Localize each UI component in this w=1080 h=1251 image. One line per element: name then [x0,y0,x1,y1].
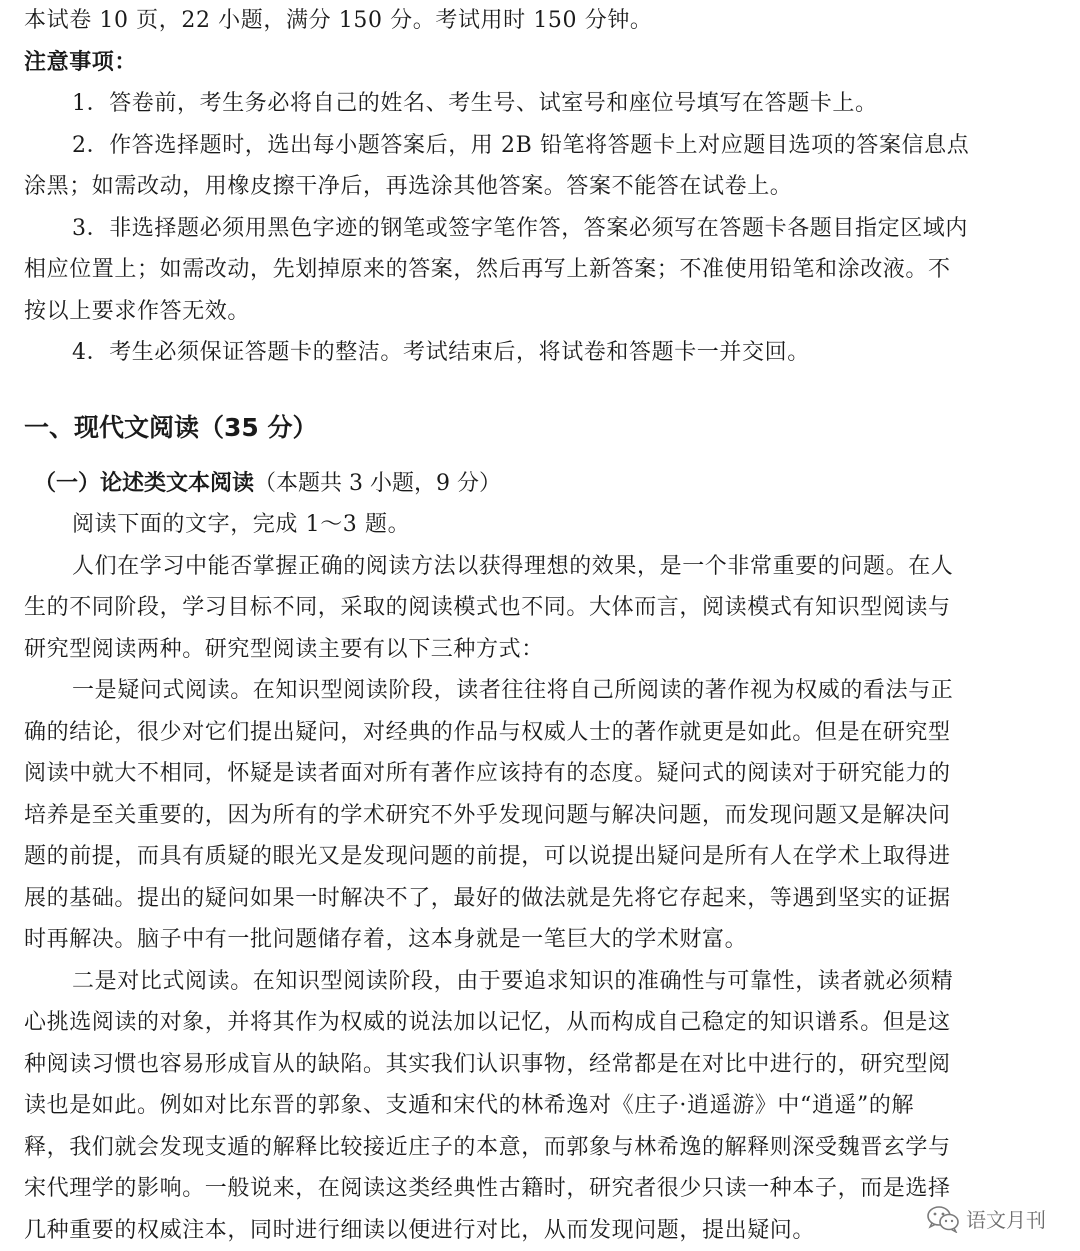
passage-line: 读也是如此。例如对比东晋的郭象、支遁和宋代的林希逸对《庄子·逍遥游》中“逍遥”的解 [24,1085,1064,1127]
passage-line: 生的不同阶段，学习目标不同，采取的阅读模式也不同。大体而言，阅读模式有知识型阅读与 [24,587,1064,629]
passage-line: 培养是至关重要的，因为所有的学术研究不外乎发现问题与解决问题，而发现问题又是解决问 [24,795,1064,837]
watermark-text: 语文月刊 [966,1204,1046,1233]
notice-title: 注意事项： [24,42,1064,84]
passage-paragraph [24,670,1064,961]
passage-line: 阅读中就大不相同，怀疑是读者面对所有著作应该持有的态度。疑问式的阅读对于研究能力的 [24,753,1064,795]
subsection-info: （本题共 3 小题，9 分） [254,471,501,496]
passage-line: 研究型阅读两种。研究型阅读主要有以下三种方式： [24,629,1064,671]
notice-item-line: 按以上要求作答无效。 [24,291,1064,333]
wechat-icon [926,1205,960,1233]
passage-line: 展的基础。提出的疑问如果一时解决不了，最好的做法就是先将它存起来，等遇到坚实的证据 [24,878,1064,920]
notice-item-line: 4．考生必须保证答题卡的整洁。考试结束后，将试卷和答题卡一并交回。 [24,332,1064,374]
notice-list [24,83,1064,374]
notice-item [24,332,1064,374]
passage-line: 几种重要的权威注本，同时进行细读以便进行对比，从而发现问题，提出疑问。 [24,1210,1064,1251]
watermark [926,1204,1046,1233]
notice-item-line: 相应位置上；如需改动，先划掉原来的答案，然后再写上新答案；不准使用铅笔和涂改液。不 [24,249,1064,291]
section-title: 一、现代文阅读（35 分） [24,408,1064,448]
notice-item-line: 2．作答选择题时，选出每小题答案后，用 2B 铅笔将答题卡上对应题目选项的答案信息点 [24,125,1064,167]
passage [24,546,1064,1251]
passage-line: 心挑选阅读的对象，并将其作为权威的说法加以记忆，从而构成自己稳定的知识谱系。但是这 [24,1002,1064,1044]
passage-paragraph [24,546,1064,671]
notice-item [24,208,1064,333]
exam-info: 本试卷 10 页，22 小题，满分 150 分。考试用时 150 分钟。 [24,0,1064,42]
subsection-title: （一）论述类文本阅读 [34,471,254,496]
passage-line: 二是对比式阅读。在知识型阅读阶段，由于要追求知识的准确性与可靠性，读者就必须精 [24,961,1064,1003]
notice-item [24,83,1064,125]
notice-item-line: 涂黑；如需改动，用橡皮擦干净后，再选涂其他答案。答案不能答在试卷上。 [24,166,1064,208]
passage-line: 人们在学习中能否掌握正确的阅读方法以获得理想的效果，是一个非常重要的问题。在人 [24,546,1064,588]
passage-paragraph [24,961,1064,1251]
notice-item [24,125,1064,208]
passage-line: 宋代理学的影响。一般说来，在阅读这类经典性古籍时，研究者很少只读一种本子，而是选择 [24,1168,1064,1210]
subsection-heading [24,463,1064,505]
passage-line: 题的前提，而具有质疑的眼光又是发现问题的前提，可以说提出疑问是所有人在学术上取得进 [24,836,1064,878]
passage-line: 一是疑问式阅读。在知识型阅读阶段，读者往往将自己所阅读的著作视为权威的看法与正 [24,670,1064,712]
passage-line: 释，我们就会发现支遁的解释比较接近庄子的本意，而郭象与林希逸的解释则深受魏晋玄学与 [24,1127,1064,1169]
notice-item-line: 3．非选择题必须用黑色字迹的钢笔或签字笔作答，答案必须写在答题卡各题目指定区域内 [24,208,1064,250]
passage-line: 时再解决。脑子中有一批问题储存着，这本身就是一笔巨大的学术财富。 [24,919,1064,961]
reading-instruction: 阅读下面的文字，完成 1～3 题。 [24,504,1064,546]
notice-item-line: 1．答卷前，考生务必将自己的姓名、考生号、试室号和座位号填写在答题卡上。 [24,83,1064,125]
exam-page [24,0,1064,1251]
passage-line: 确的结论，很少对它们提出疑问，对经典的作品与权威人士的著作就更是如此。但是在研究型 [24,712,1064,754]
passage-line: 种阅读习惯也容易形成盲从的缺陷。其实我们认识事物，经常都是在对比中进行的，研究型阅 [24,1044,1064,1086]
